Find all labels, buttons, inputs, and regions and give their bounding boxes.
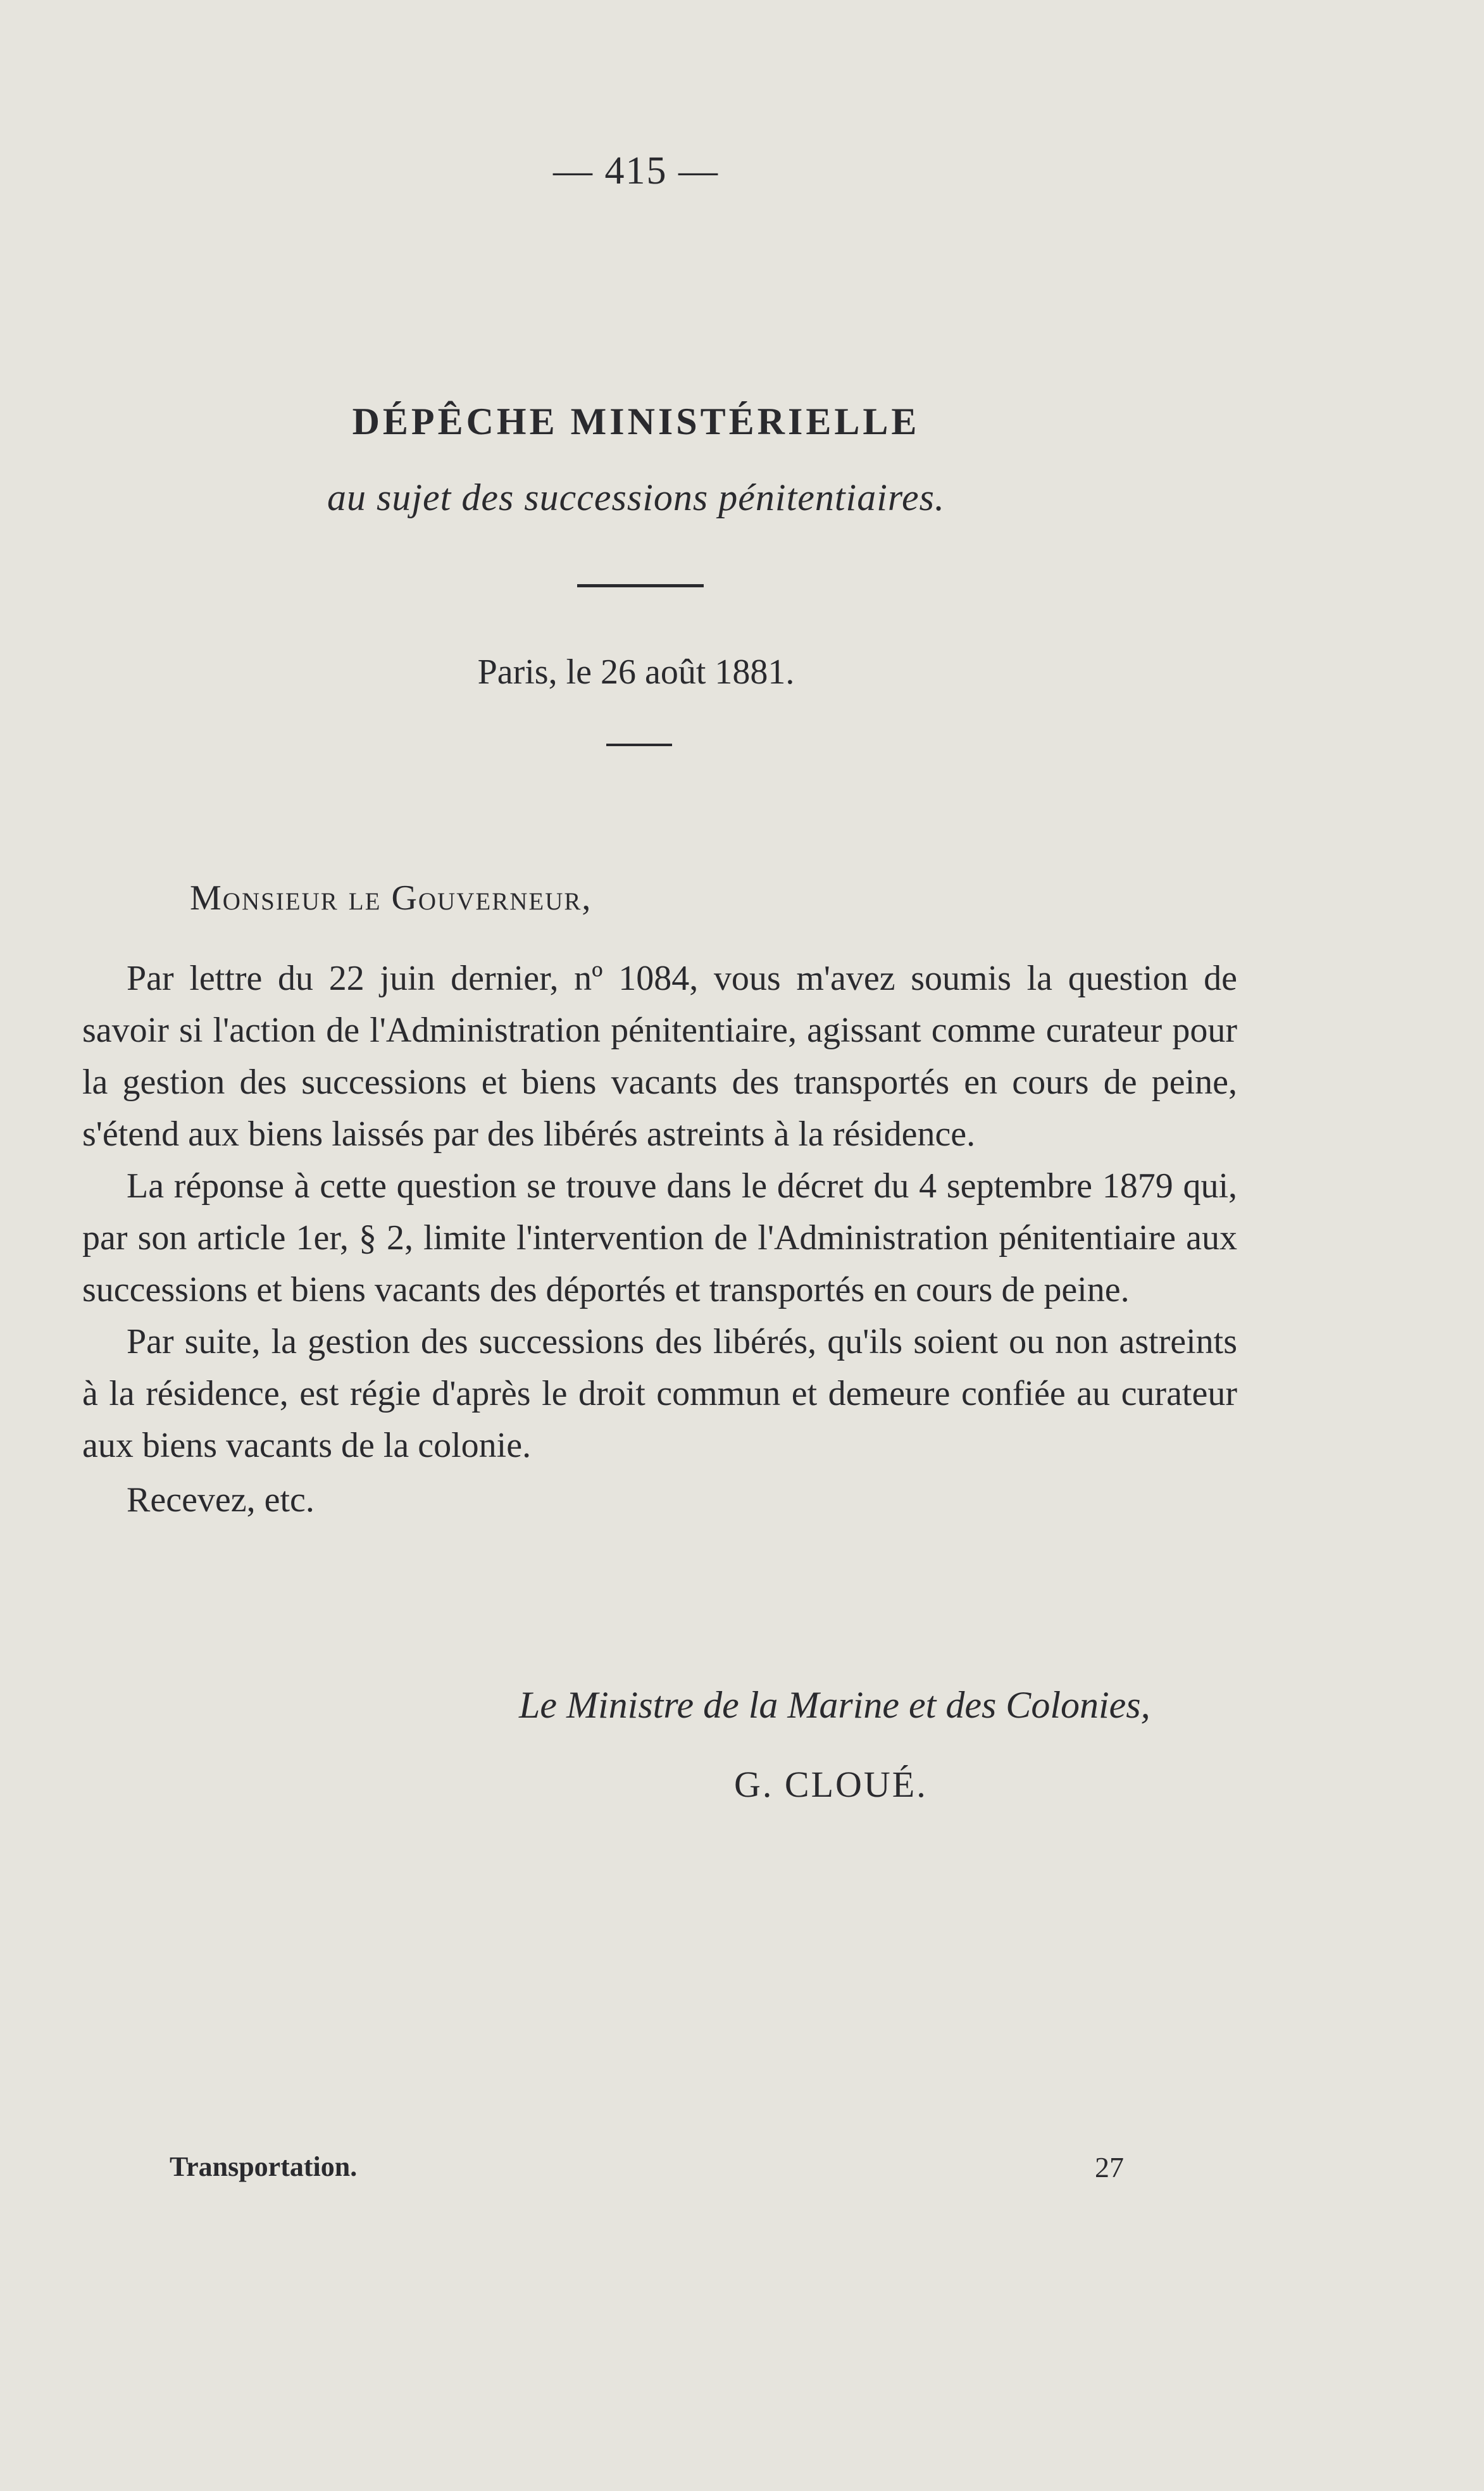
salutation: Monsieur le Gouverneur, (190, 878, 592, 918)
footer-sheet-number: 27 (1095, 2151, 1124, 2183)
paragraph-1: Par lettre du 22 juin dernier, nº 1084, vous m'avez soumis la question de savoir si l'action de l'Administration pénitentiaire, agissant comme curateur pour la gestion des successions et biens vacants des transportés en cours de peine, s'étend aux biens laissés par des libérés astreints à la résidence. (82, 959, 1237, 1154)
signature-name: G. CLOUÉ. (734, 1764, 928, 1805)
page-number: — 415 — (553, 149, 719, 192)
separator-rule-short (606, 744, 672, 746)
dateline: Paris, le 26 août 1881. (477, 652, 795, 692)
document-subheading: au sujet des successions pénitentiaires. (327, 477, 945, 518)
paragraph-4: Recevez, etc. (127, 1480, 315, 1520)
letter-body (82, 952, 1237, 1526)
paragraph-2: La réponse à cette question se trouve dans le décret du 4 septembre 1879 qui, par son article 1er, § 2, limite l'intervention de l'Administration pénitentiaire aux successions et biens vacants des déportés et transportés en cours de peine. (82, 1166, 1237, 1309)
separator-rule-long (577, 584, 704, 587)
document-heading: DÉPÊCHE MINISTÉRIELLE (352, 401, 920, 442)
paragraph-3: Par suite, la gestion des successions des libérés, qu'ils soient ou non astreints à la résidence, est régie d'après le droit commun et demeure confiée au curateur aux biens vacants de la colonie. (82, 1322, 1237, 1465)
signature-role: Le Ministre de la Marine et des Colonies, (519, 1684, 1150, 1726)
footer-signature-mark: Transportation. (170, 2151, 358, 2182)
